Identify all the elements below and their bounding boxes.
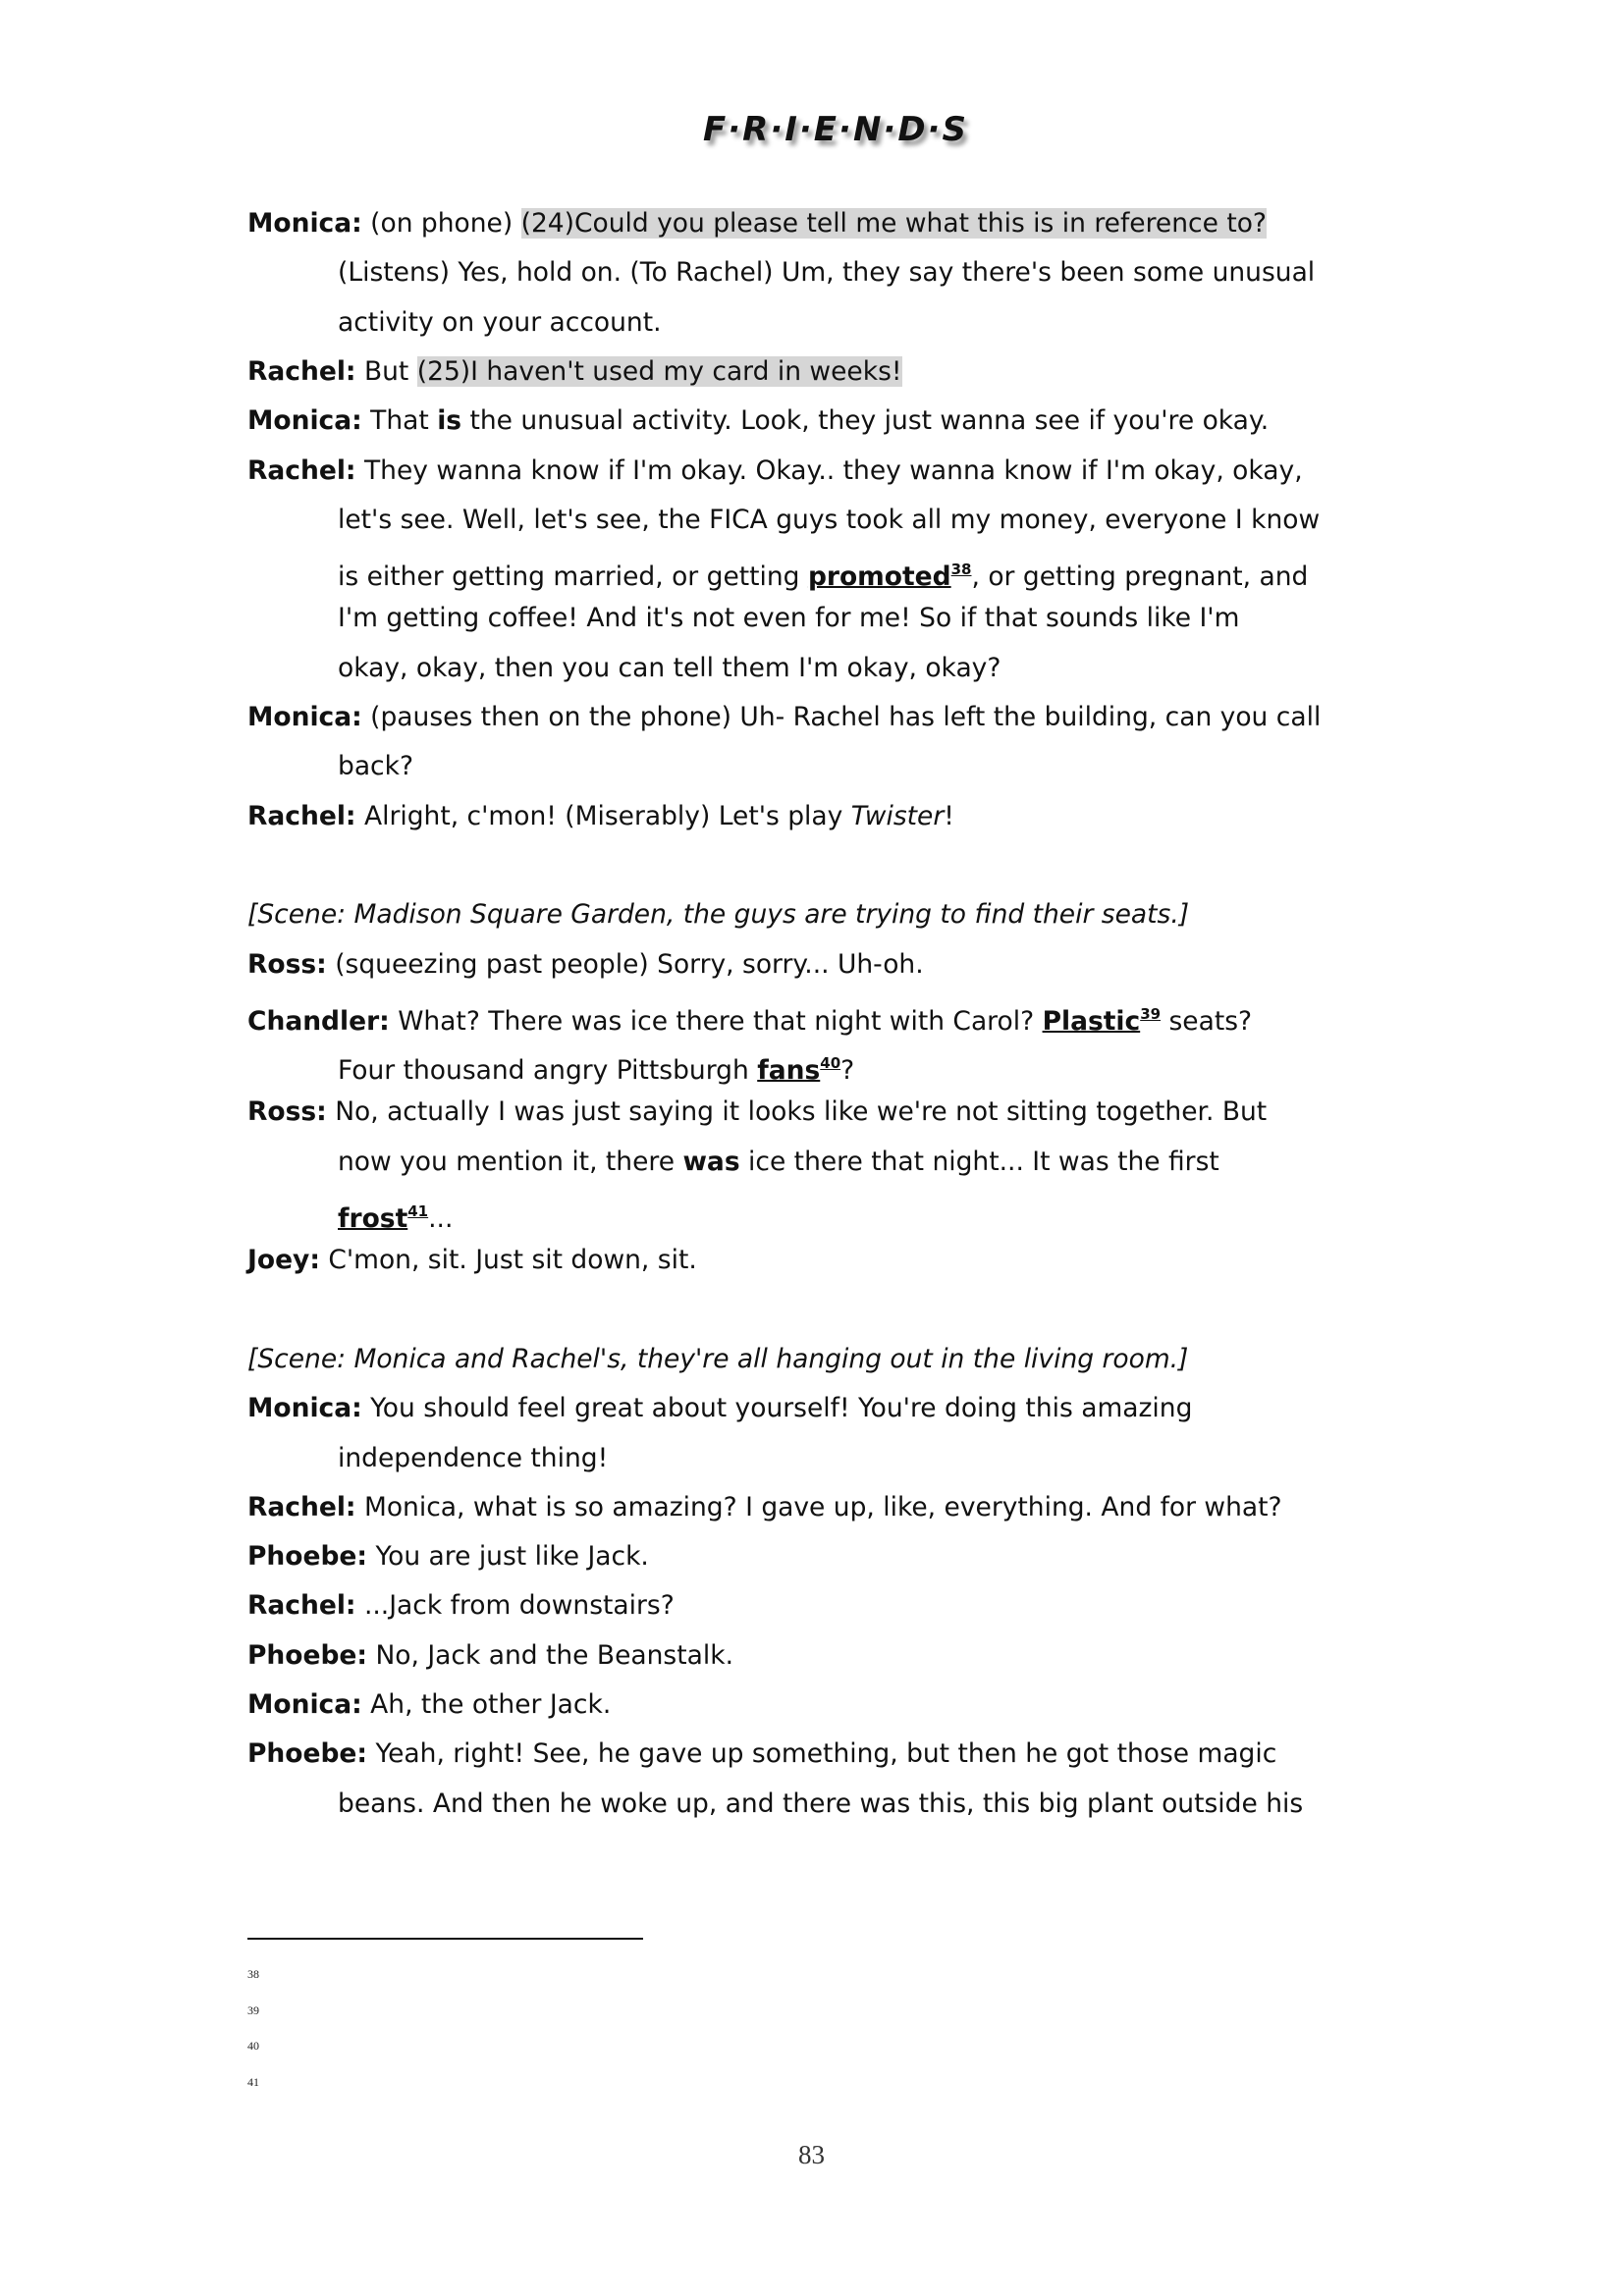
dialogue-line xyxy=(247,1391,1192,1426)
text: You are just like Jack. xyxy=(367,1541,649,1573)
speaker-name: Monica: xyxy=(247,1689,362,1720)
dialogue-line xyxy=(247,1490,1282,1525)
text: No, actually I was just saying it looks like we're not sitting together. But xyxy=(326,1096,1268,1128)
text-line xyxy=(338,255,1315,291)
text: beans. And then he woke up, and there was this, this big plant outside his xyxy=(338,1788,1304,1819)
footnote-ref: 38 xyxy=(950,561,972,579)
dialogue-line xyxy=(247,1588,675,1624)
footnote-separator xyxy=(247,1938,643,1940)
text-line xyxy=(338,305,662,341)
text-line xyxy=(247,1342,1188,1377)
text: ...Jack from downstairs? xyxy=(355,1590,675,1622)
footnote-ref: 41 xyxy=(407,1202,429,1220)
text: is either getting married, or getting xyxy=(338,561,808,593)
text: the unusual activity. Look, they just wanna see if you're okay. xyxy=(461,405,1270,437)
dialogue-line xyxy=(247,700,1321,735)
text-line xyxy=(338,749,413,784)
footnote-number: 40 xyxy=(247,2039,259,2053)
text: What? There was ice there that night with Carol? xyxy=(389,1005,1043,1037)
text: activity on your account. xyxy=(338,306,662,338)
text-line xyxy=(338,1194,453,1237)
highlighted-text: (24)Could you please tell me what this is in reference to? xyxy=(520,208,1267,239)
text: independence thing! xyxy=(338,1442,609,1473)
speaker-name: Rachel: xyxy=(247,800,356,831)
text: , or getting pregnant, and xyxy=(971,561,1309,593)
footnote-number: 41 xyxy=(247,2074,259,2089)
speaker-name: Rachel: xyxy=(247,355,356,387)
footnote-number: 39 xyxy=(247,2002,259,2017)
dialogue-line xyxy=(247,354,902,390)
vocabulary-word: fans xyxy=(757,1055,821,1087)
dialogue-line xyxy=(247,1638,733,1674)
text: ! xyxy=(944,800,954,831)
speaker-name: Monica: xyxy=(247,1393,362,1424)
vocabulary-word: promoted xyxy=(807,561,951,593)
dialogue-line xyxy=(247,1243,697,1278)
vocabulary-word: frost xyxy=(338,1203,408,1234)
text: You should feel great about yourself! You're doing this amazing xyxy=(361,1393,1193,1424)
text: C'mon, sit. Just sit down, sit. xyxy=(319,1245,697,1276)
text: (squeezing past people) Sorry, sorry... Uh-oh. xyxy=(326,948,924,980)
text-line xyxy=(338,651,1001,686)
text: ? xyxy=(840,1055,855,1087)
footnote-ref: 39 xyxy=(1140,1004,1162,1023)
text: back? xyxy=(338,751,414,782)
dialogue-line xyxy=(247,454,1303,489)
speaker-name: Monica: xyxy=(247,405,362,437)
italic-text: [Scene: Madison Square Garden, the guys are trying to find their seats.] xyxy=(247,899,1190,931)
text-line xyxy=(247,897,1189,933)
dialogue-line xyxy=(247,206,1267,241)
text: Four thousand angry Pittsburgh xyxy=(338,1055,758,1087)
text: now you mention it, there xyxy=(338,1146,683,1177)
text-line xyxy=(338,503,1320,538)
text: Ah, the other Jack. xyxy=(361,1689,612,1720)
friends-logo: F·R·I·E·N·D·S xyxy=(703,110,968,149)
dialogue-line xyxy=(247,1539,649,1575)
text: They wanna know if I'm okay. Okay.. they wanna know if I'm okay, okay, xyxy=(355,454,1303,486)
text: I'm getting coffee! And it's not even for me! So if that sounds like I'm xyxy=(338,603,1240,634)
text: (Listens) Yes, hold on. (To Rachel) Um, they say there's been some unusual xyxy=(338,257,1316,289)
speaker-name: Rachel: xyxy=(247,1590,356,1622)
highlighted-text: (25)I haven't used my card in weeks! xyxy=(416,355,902,387)
text: Alright, c'mon! (Miserably) Let's play xyxy=(355,800,851,831)
text: Yeah, right! See, he gave up something, but then he got those magic xyxy=(367,1738,1277,1770)
text: ... xyxy=(428,1203,454,1234)
speaker-name: Joey: xyxy=(247,1245,320,1276)
footnote-ref: 40 xyxy=(820,1054,841,1073)
text-line xyxy=(338,1441,608,1476)
footnote-number: 38 xyxy=(247,1967,259,1981)
speaker-name: Monica: xyxy=(247,208,362,239)
text: seats? xyxy=(1161,1005,1253,1037)
dialogue-line xyxy=(247,947,924,983)
speaker-name: Phoebe: xyxy=(247,1541,368,1573)
dialogue-line xyxy=(247,1687,611,1723)
dialogue-line xyxy=(247,996,1252,1040)
vocabulary-word: Plastic xyxy=(1042,1005,1141,1037)
dialogue-line xyxy=(247,1736,1276,1772)
text: let's see. Well, let's see, the FICA guys took all my money, everyone I know xyxy=(338,504,1321,535)
speaker-name: Monica: xyxy=(247,702,362,732)
speaker-name: Ross: xyxy=(247,948,327,980)
text: (on phone) xyxy=(361,208,521,239)
text: ice there that night... It was the first xyxy=(739,1146,1219,1177)
text: No, Jack and the Beanstalk. xyxy=(367,1639,733,1671)
text-line xyxy=(338,1145,1219,1180)
speaker-name: Ross: xyxy=(247,1096,327,1128)
speaker-name: Chandler: xyxy=(247,1005,390,1037)
text-line xyxy=(338,601,1239,636)
text: That xyxy=(361,405,438,437)
italic-text: Twister xyxy=(850,800,945,831)
text-line xyxy=(338,1787,1303,1822)
text-line xyxy=(338,552,1308,595)
bold-text: is xyxy=(437,405,462,437)
dialogue-line xyxy=(247,403,1269,439)
bold-text: was xyxy=(682,1146,740,1177)
speaker-name: Phoebe: xyxy=(247,1639,368,1671)
speaker-name: Phoebe: xyxy=(247,1738,368,1770)
dialogue-line xyxy=(247,1095,1267,1130)
text: (pauses then on the phone) Uh- Rachel has left the building, can you call xyxy=(361,702,1322,732)
text: okay, okay, then you can tell them I'm okay, okay? xyxy=(338,652,1001,683)
text: But xyxy=(355,355,417,387)
page-number: 83 xyxy=(798,2140,825,2169)
dialogue-line xyxy=(247,799,954,834)
speaker-name: Rachel: xyxy=(247,454,356,486)
speaker-name: Rachel: xyxy=(247,1491,356,1522)
text: Monica, what is so amazing? I gave up, like, everything. And for what? xyxy=(355,1491,1282,1522)
italic-text: [Scene: Monica and Rachel's, they're all hanging out in the living room.] xyxy=(247,1343,1189,1374)
text-line xyxy=(338,1045,854,1089)
